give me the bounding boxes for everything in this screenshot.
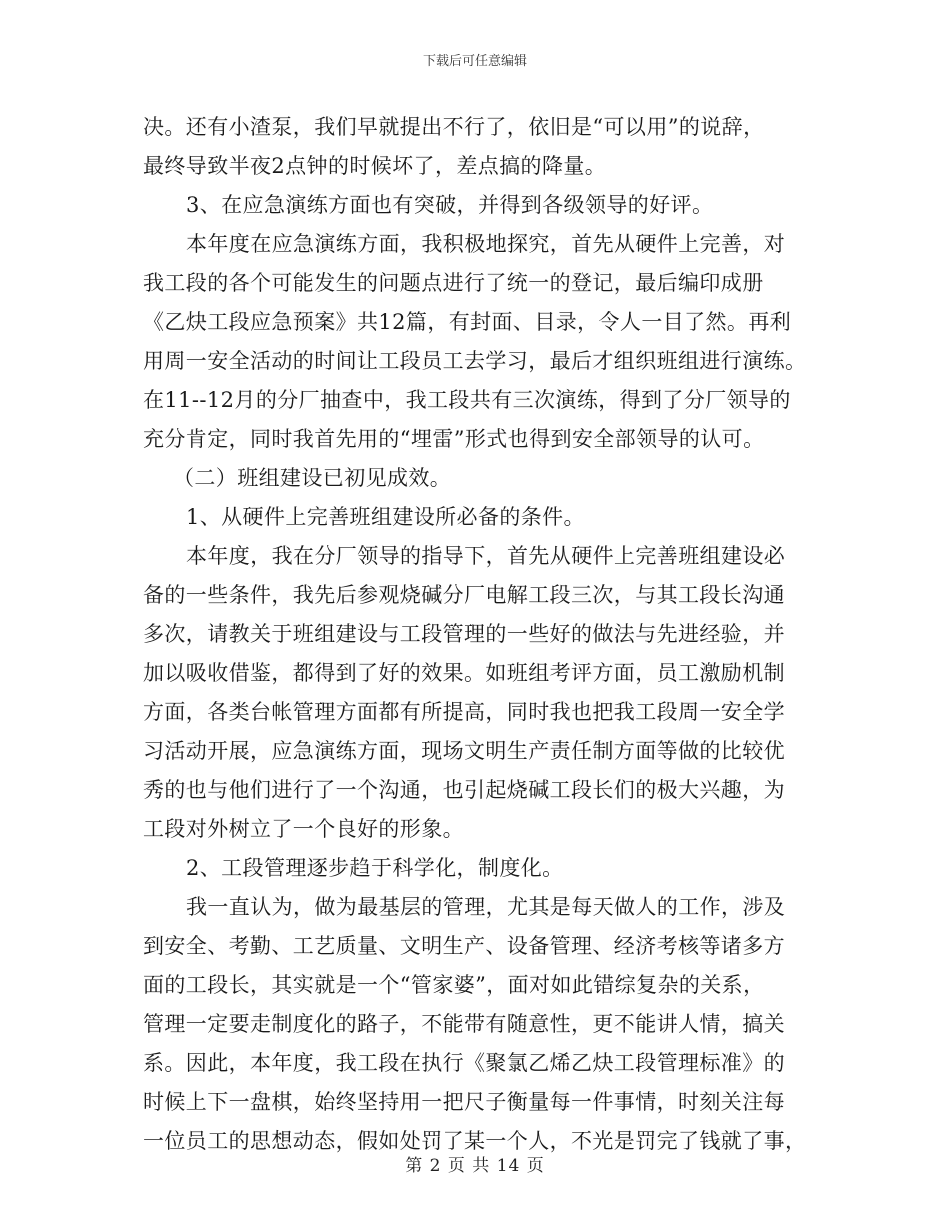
page-header: 下载后可任意编辑 xyxy=(422,54,527,69)
text-line: 《乙炔工段应急预案》共12篇，有封面、目录，令人一目了然。再利 xyxy=(143,310,792,334)
text-line: 秀的也与他们进行了一个沟通，也引起烧碱工段长们的极大兴趣，为 xyxy=(143,778,785,802)
text-line: 我工段的各个可能发生的问题点进行了统一的登记，最后编印成册 xyxy=(143,271,764,295)
text-line: 多次，请教关于班组建设与工段管理的一些好的做法与先进经验，并 xyxy=(143,622,785,646)
text-line: 在11--12月的分厂抽查中，我工段共有三次演练，得到了分厂领导的 xyxy=(143,388,791,412)
paragraph-start: 本年度在应急演练方面，我积极地探究，首先从硬件上完善，对 xyxy=(186,232,786,256)
section-subheading: 3、在应急演练方面也有突破，并得到各级领导的好评。 xyxy=(186,193,714,217)
text-line: 系。因此，本年度，我工段在执行《聚氯乙烯乙炔工段管理标准》的 xyxy=(143,1051,785,1075)
text-line: 最终导致半夜2点钟的时候坏了，差点搞的降量。 xyxy=(143,154,607,178)
page-footer: 第 2 页 共 14 页 xyxy=(405,1156,545,1176)
text-line: 到安全、考勤、工艺质量、文明生产、设备管理、经济考核等诸多方 xyxy=(143,934,785,958)
text-line: 充分肯定，同时我首先用的“埋雷”形式也得到安全部领导的认可。 xyxy=(143,427,765,451)
text-line: 工段对外树立了一个良好的形象。 xyxy=(143,817,464,841)
text-line: 时候上下一盘棋，始终坚持用一把尺子衡量每一件事情，时刻关注每 xyxy=(143,1090,785,1114)
text-line: 用周一安全活动的时间让工段员工去学习，最后才组织班组进行演练。 xyxy=(143,349,807,373)
text-line: 一位员工的思想动态，假如处罚了某一个人，不光是罚完了钱就了事， xyxy=(143,1129,807,1153)
section-subheading: 2、工段管理逐步趋于科学化，制度化。 xyxy=(186,856,564,880)
paragraph-start: 本年度，我在分厂领导的指导下，首先从硬件上完善班组建设必 xyxy=(186,544,786,568)
text-line: 管理一定要走制度化的路子，不能带有随意性，更不能讲人情，搞关 xyxy=(143,1012,785,1036)
section-heading: （二）班组建设已初见成效。 xyxy=(173,466,452,490)
document-body xyxy=(143,108,805,1161)
text-line: 备的一些条件，我先后参观烧碱分厂电解工段三次，与其工段长沟通 xyxy=(143,583,785,607)
text-line: 决。还有小渣泵，我们早就提出不行了，依旧是“可以用”的说辞， xyxy=(143,115,765,139)
text-line: 面的工段长，其实就是一个“管家婆”，面对如此错综复杂的关系， xyxy=(143,973,765,997)
text-line: 方面，各类台帐管理方面都有所提高，同时我也把我工段周一安全学 xyxy=(143,700,785,724)
paragraph-start: 我一直认为，做为最基层的管理，尤其是每天做人的工作，涉及 xyxy=(186,895,786,919)
text-line: 加以吸收借鉴，都得到了好的效果。如班组考评方面，员工激励机制 xyxy=(143,661,785,685)
text-line: 习活动开展，应急演练方面，现场文明生产责任制方面等做的比较优 xyxy=(143,739,785,763)
section-subheading: 1、从硬件上完善班组建设所必备的条件。 xyxy=(186,505,585,529)
